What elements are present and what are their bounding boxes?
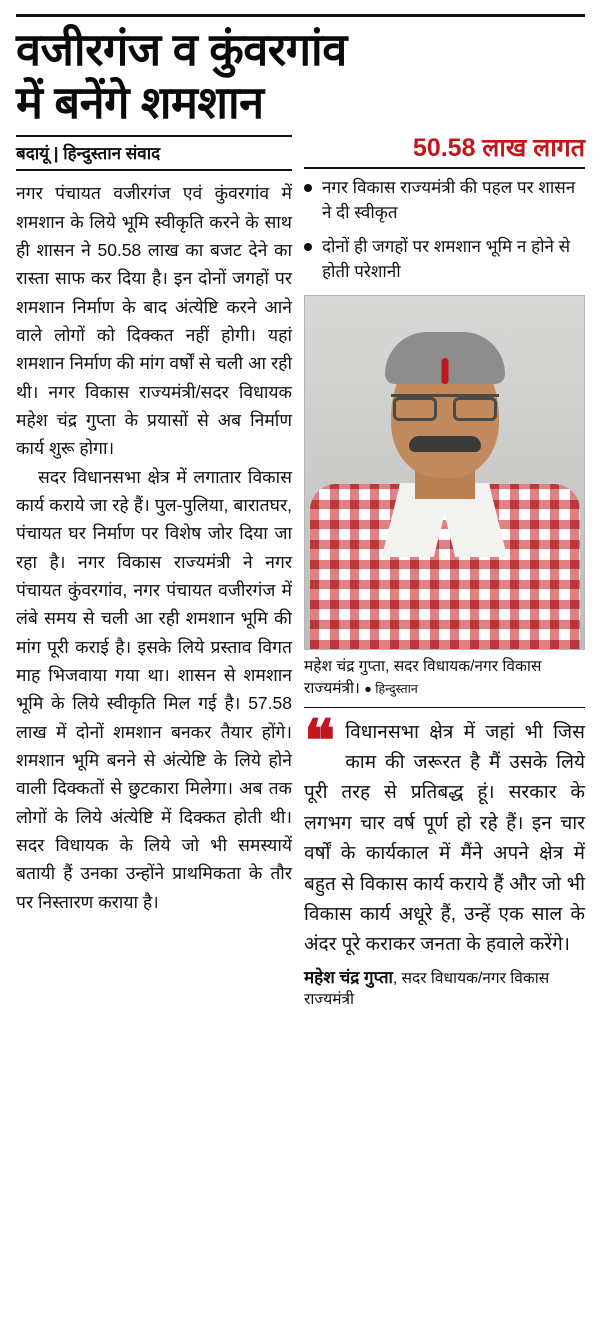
article-body	[16, 179, 292, 916]
tilak-mark	[441, 358, 448, 384]
body-paragraph-1: नगर पंचायत वजीरगंज एवं कुंवरगांव में शमशान के लिये भूमि स्वीकृति करने के साथ ही शासन ने 50.58 लाख का बजट देने का रास्ता साफ कर दिया है। इन दोनों जगहों पर शमशान निर्माण के बाद अंत्येष्टि करने आने वाले लोगों को दिक्कत नहीं होगी। यहां शमशान निर्माण की मांग वर्षों से चली आ रही थी। नगर विकास राज्यमंत्री/सदर विधायक महेश चंद्र गुप्ता के प्रयासों से अब निर्माण कार्य शुरू होगा।	[16, 183, 292, 459]
headline-line-2: में बनेंगे शमशान	[16, 77, 264, 129]
cost-rule	[304, 167, 585, 169]
byline: बदायूं | हिन्दुस्तान संवाद	[16, 135, 292, 171]
photo-caption-text: महेश चंद्र गुप्ता, सदर विधायक/नगर विकास राज्यमंत्री।	[304, 657, 542, 698]
quote-author-role: , सदर विधायक/नगर विकास राज्यमंत्री	[304, 969, 550, 1008]
body-paragraph-2: सदर विधानसभा क्षेत्र में लगातार विकास कार्य कराये जा रहे हैं। पुल-पुलिया, बारातघर, पंचायत घर निर्माण पर विशेष जोर दिया जा रहा है। नगर विकास राज्यमंत्री ने नगर पंचायत कुंवरगांव, नगर पंचायत वजीरगंज में लंबे समय से चली आ रही शमशान भूमि की मांग पूरी कराई है। इसके लिये प्रस्ताव विगत माह भिजवाया गया था। शासन से शमशान भूमि के लिये स्वीकृति मिल गई है। 57.58 लाख में दोनों शमशान बनकर तैयार होंगे। शमशान भूमि बनने से अंत्येष्टि के लिये होने वाली दिक्कतों से छुटकारा मिलेगा। अब तक लोगों के लिये अंत्येष्टि में दिक्कत होती थी। सदर विधायक के लिये जो भी समस्यायें बतायी हैं उनका उन्होंने प्राथमिकता के तौर पर निस्तारण कराया है।	[16, 466, 292, 912]
quote-author-name: महेश चंद्र गुप्ता	[304, 967, 393, 987]
eyeglasses	[391, 394, 499, 417]
article-columns	[16, 135, 585, 1010]
moustache	[409, 436, 481, 452]
quote-attribution	[304, 967, 585, 1011]
quote-text: विधानसभा क्षेत्र में जहां भी जिस काम की जरूरत है मैं उसके लिये पूरी तरह से प्रतिबद्ध हूं। सरकार के लगभग चार वर्ष पूर्ण हो रहे हैं। इन चार वर्षों के कार्यकाल में मैंने अपने क्षेत्र में बहुत से विकास कार्य कराये हैं और जो भी विकास कार्य अधूरे हैं, उन्हें एक साल के अंदर पूरे कराकर जनता के हवाले करेंगे।	[304, 721, 585, 956]
list-item: नगर विकास राज्यमंत्री की पहल पर शासन ने दी स्वीकृत	[304, 175, 585, 226]
photo-credit: ● हिन्दुस्तान	[364, 682, 418, 697]
key-points-list	[304, 175, 585, 285]
left-column	[16, 135, 292, 1010]
page-title	[16, 23, 585, 129]
portrait-photo	[304, 295, 585, 650]
headline-line-1: वजीरगंज व कुंवरगांव	[16, 24, 347, 75]
list-item: दोनों ही जगहों पर शमशान भूमि न होने से होती परेशानी	[304, 234, 585, 285]
cost-highlight: 50.58 लाख लागत	[412, 134, 585, 163]
quote-mark-icon: ❝	[304, 708, 336, 774]
photo-caption	[304, 656, 585, 708]
top-rule	[16, 14, 585, 17]
right-column	[304, 135, 585, 1010]
pull-quote	[304, 708, 585, 1011]
